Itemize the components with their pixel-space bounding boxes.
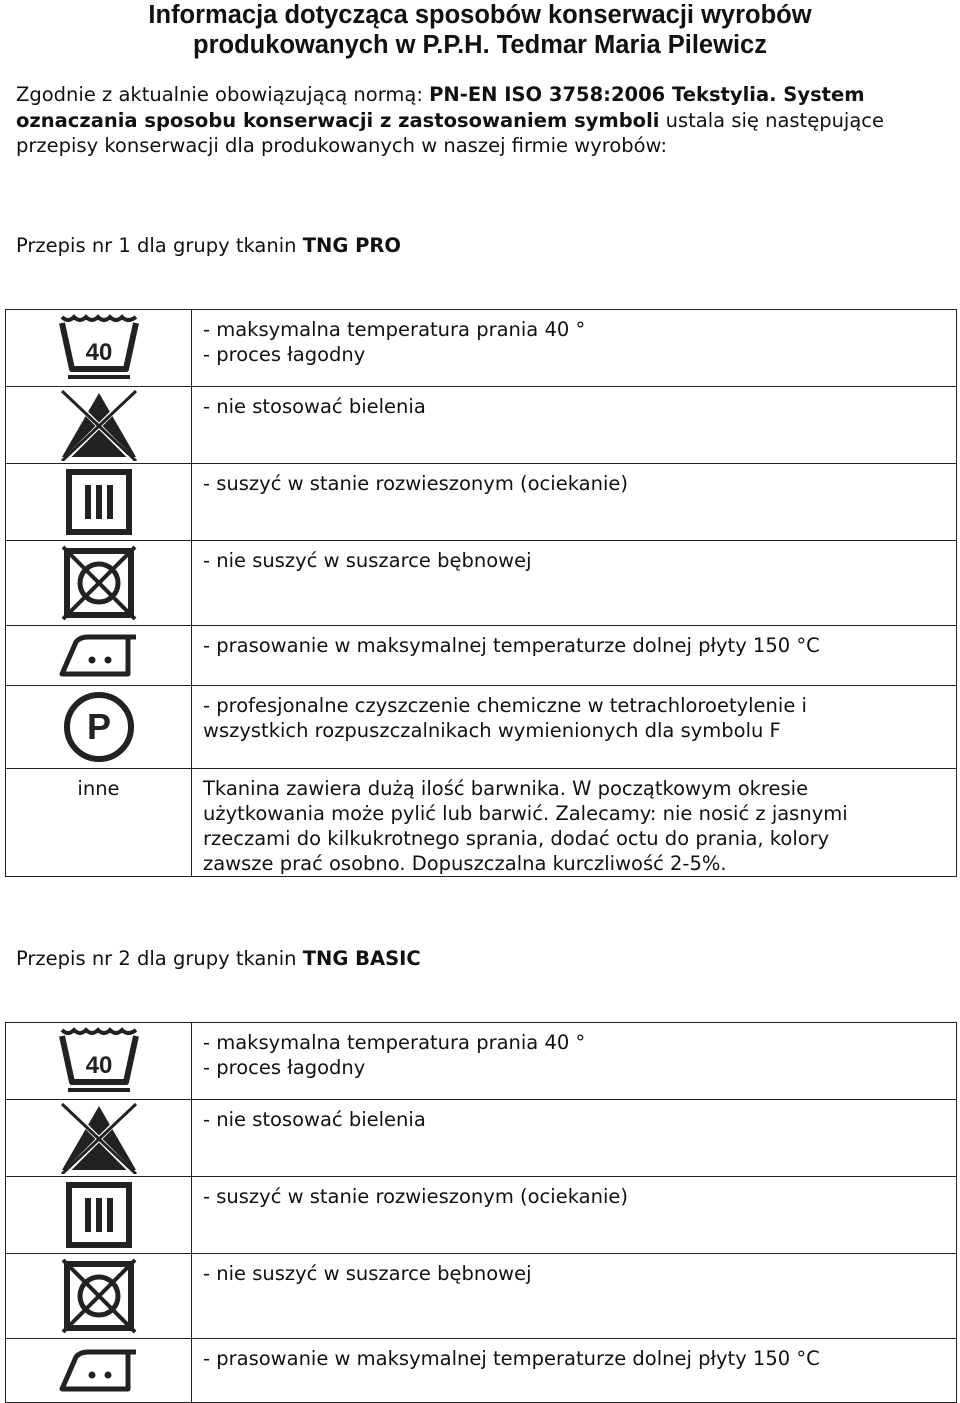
- care-table-1: [5, 309, 957, 877]
- symbol-cell: [6, 541, 192, 626]
- no-tumble-dry-icon: [60, 1257, 138, 1335]
- care-table-2: [5, 1022, 957, 1403]
- symbol-cell: [6, 1177, 192, 1254]
- no-bleach-icon: [58, 389, 140, 461]
- symbol-cell: [6, 310, 192, 387]
- care-row-drip-dry: [6, 1177, 957, 1254]
- other-text-line-3: rzeczami do kilkukrotnego sprania, dodać octu do prania, kolory: [203, 827, 830, 850]
- care-text-cell: [192, 310, 957, 387]
- symbol-cell: [6, 1339, 192, 1403]
- wash-40-gentle-icon: [58, 1026, 140, 1096]
- care-row-dry-clean: [6, 686, 957, 769]
- care-text-cell: [192, 541, 957, 626]
- care-text-cell: [192, 626, 957, 686]
- wash-text-line-1: - maksymalna temperatura prania 40 °: [203, 1031, 586, 1054]
- document-title: [0, 0, 960, 60]
- care-row-other: [6, 769, 957, 877]
- drip-dry-text-line-1: - suszyć w stanie rozwieszonym (ociekanie): [203, 1185, 628, 1208]
- care-text-cell: [192, 1023, 957, 1100]
- section-2-heading-bold: TNG BASIC: [302, 947, 421, 970]
- care-row-wash: [6, 310, 957, 387]
- no-bleach-icon: [58, 1102, 140, 1174]
- symbol-cell: [6, 686, 192, 769]
- wash-temp-number: 40: [85, 339, 112, 366]
- symbol-cell: [6, 464, 192, 541]
- wash-text-line-2: - proces łagodny: [203, 1056, 366, 1079]
- intro-paragraph: [16, 82, 958, 159]
- care-row-drip-dry: [6, 464, 957, 541]
- other-text-line-1: Tkanina zawiera dużą ilość barwnika. W początkowym okresie: [203, 777, 809, 800]
- title-line-1: Informacja dotycząca sposobów konserwacji wyrobów: [148, 1, 812, 29]
- care-row-tumble: [6, 541, 957, 626]
- intro-text-1: Zgodnie z aktualnie obowiązującą normą:: [16, 83, 430, 106]
- drip-dry-text-line-1: - suszyć w stanie rozwieszonym (ociekanie): [203, 472, 628, 495]
- care-row-tumble: [6, 1254, 957, 1339]
- wash-40-gentle-icon: [58, 313, 140, 383]
- other-label: inne: [77, 777, 120, 800]
- care-text-cell: [192, 1339, 957, 1403]
- care-text-cell: [192, 464, 957, 541]
- tumble-text-line-1: - nie suszyć w suszarce bębnowej: [203, 1262, 532, 1285]
- section-2-heading: [16, 947, 421, 971]
- iron-two-dots-icon: [56, 632, 142, 680]
- iron-text-line-1: - prasowanie w maksymalnej temperaturze dolnej płyty 150 °C: [203, 634, 820, 657]
- symbol-cell: [6, 1254, 192, 1339]
- care-text-cell: [192, 1254, 957, 1339]
- symbol-cell: [6, 1100, 192, 1177]
- iron-two-dots-icon: [56, 1347, 142, 1395]
- title-line-2: produkowanych w P.P.H. Tedmar Maria Pilewicz: [193, 31, 767, 59]
- section-1-heading: [16, 234, 401, 258]
- care-text-cell: [192, 686, 957, 769]
- care-row-bleach: [6, 387, 957, 464]
- symbol-cell: [6, 387, 192, 464]
- dry-clean-text-line-2: wszystkich rozpuszczalnikach wymienionych dla symbolu F: [203, 719, 781, 742]
- other-text-line-2: użytkowania może pylić lub barwić. Zalecamy: nie nosić z jasnymi: [203, 802, 848, 825]
- tumble-text-line-1: - nie suszyć w suszarce bębnowej: [203, 549, 532, 572]
- care-text-cell: [192, 769, 957, 877]
- drip-dry-icon: [64, 1180, 134, 1250]
- care-row-bleach: [6, 1100, 957, 1177]
- no-tumble-dry-icon: [60, 544, 138, 622]
- iron-text-line-1: - prasowanie w maksymalnej temperaturze dolnej płyty 150 °C: [203, 1347, 820, 1370]
- symbol-cell: [6, 1023, 192, 1100]
- wash-temp-number: 40: [85, 1052, 112, 1079]
- care-row-wash: [6, 1023, 957, 1100]
- drip-dry-icon: [64, 467, 134, 537]
- care-text-cell: [192, 1177, 957, 1254]
- wash-text-line-2: - proces łagodny: [203, 343, 366, 366]
- care-row-iron: [6, 626, 957, 686]
- other-text-line-4: zawsze prać osobno. Dopuszczalna kurczliwość 2-5%.: [203, 852, 727, 875]
- bleach-text-line-1: - nie stosować bielenia: [203, 395, 426, 418]
- intro-norm-bold: PN-EN ISO 3758:2006 Tekstylia. System oznaczania sposobu konserwacji z zastosowaniem symboli: [16, 83, 865, 132]
- bleach-text-line-1: - nie stosować bielenia: [203, 1108, 426, 1131]
- care-text-cell: [192, 387, 957, 464]
- section-1-heading-bold: TNG PRO: [302, 234, 402, 257]
- wash-text-line-1: - maksymalna temperatura prania 40 °: [203, 318, 586, 341]
- care-row-iron: [6, 1339, 957, 1403]
- symbol-cell: [6, 626, 192, 686]
- dry-clean-text-line-1: - profesjonalne czyszczenie chemiczne w tetrachloroetylenie i: [203, 694, 807, 717]
- dry-clean-p-icon: [61, 689, 137, 765]
- section-1-heading-prefix: Przepis nr 1 dla grupy tkanin: [16, 234, 303, 257]
- intro-text-2: ustala się następujące przepisy konserwacji dla produkowanych w naszej firmie wyrobów:: [16, 108, 885, 157]
- section-2-heading-prefix: Przepis nr 2 dla grupy tkanin: [16, 947, 303, 970]
- care-text-cell: [192, 1100, 957, 1177]
- dry-clean-letter: P: [86, 706, 111, 747]
- other-label-cell: [6, 769, 192, 877]
